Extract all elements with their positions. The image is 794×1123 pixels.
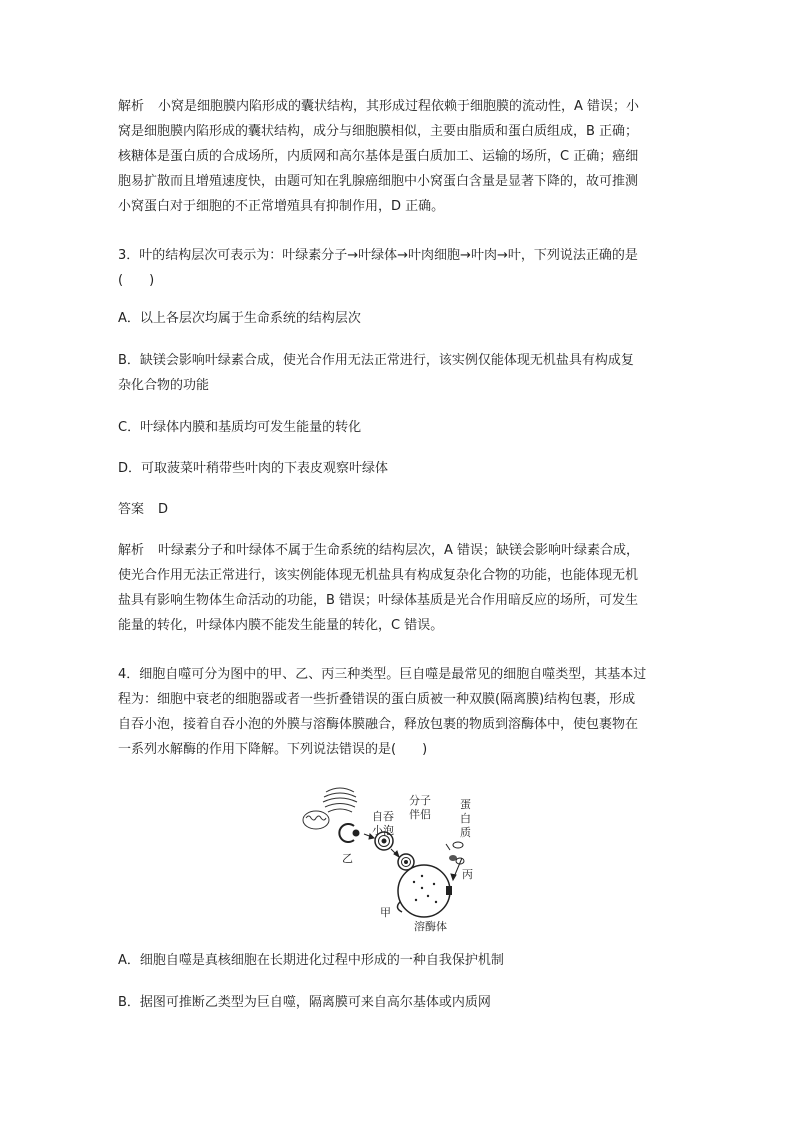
lysosome-icon: [397, 865, 452, 917]
label-protein: 白: [460, 812, 471, 825]
label-chaperone: 分子: [409, 794, 431, 807]
question-3-option-b: B．缺镁会影响叶绿素合成，使光合作用无法正常进行，该实例仅能体现无机盐具有构成复 杂化合物的功能: [118, 353, 634, 393]
label-vesicle: 自吞: [372, 810, 394, 823]
label-protein: 质: [460, 826, 471, 839]
isolation-membrane-icon: [339, 824, 354, 842]
golgi-icon: [323, 788, 357, 812]
analysis-label: 解析: [118, 543, 145, 558]
label-vesicle: 小泡: [372, 824, 394, 837]
chaperone-protein-icon: [449, 842, 464, 864]
label-yi: 乙: [342, 852, 353, 865]
question-3-option-c: C．叶绿体内膜和基质均可发生能量的转化: [118, 420, 362, 435]
answer-value: D: [158, 502, 169, 517]
question-3-option-a: A．以上各层次均属于生命系统的结构层次: [118, 311, 361, 326]
question-4-option-b: B．据图可推断乙类型为巨自噬，隔离膜可来自高尔基体或内质网: [118, 995, 491, 1010]
label-lysosome: 溶酶体: [414, 920, 447, 932]
question-3-stem: 3．叶的结构层次可表示为：叶绿素分子→叶绿体→叶肉细胞→叶肉→叶，下列说法正确的是 ( ): [118, 248, 638, 288]
label-protein: 蛋: [460, 798, 471, 811]
analysis-line: 窝是细胞膜内陷形成的囊状结构，成分与细胞膜相似，主要由脂质和蛋白质组成，B 正确；: [118, 124, 639, 139]
answer-label: 答案: [118, 502, 145, 517]
label-chaperone: 伴侣: [409, 808, 431, 821]
analysis-line: 核糖体是蛋白质的合成场所，内质网和高尔基体是蛋白质加工、运输的场所，C 正确；癌细: [118, 149, 639, 164]
question-3-answer: [118, 497, 678, 522]
mitochondria-icon: [303, 811, 329, 829]
question-4-option-a: A．细胞自噬是真核细胞在长期进化过程中形成的一种自我保护机制: [118, 953, 504, 968]
label-bing: 丙: [462, 868, 473, 881]
autophagy-diagram: [296, 778, 506, 932]
label-jia: 甲: [380, 906, 391, 919]
cargo-icon: [353, 830, 360, 837]
analysis-previous: [118, 94, 678, 219]
analysis-line: 解析 小窝是细胞膜内陷形成的囊状结构，其形成过程依赖于细胞膜的流动性，A 错误；小: [118, 99, 640, 114]
analysis-line: 小窝蛋白对于细胞的不正常增殖具有抑制作用，D 正确。: [118, 199, 445, 214]
analysis-line: 胞易扩散而且增殖速度快，由题可知在乳腺癌细胞中小窝蛋白含量是显著下降的，故可推测: [118, 174, 639, 189]
question-3-analysis: 解析 叶绿素分子和叶绿体不属于生命系统的结构层次，A 错误；缺镁会影响叶绿素合成， 使光合作用无法正常进行，该实例能体现无机盐具有构成复杂化合物的功能，也能体现无机 盐具有影响生物体生命活动的功能，B 错误；叶绿体基质是光合作用暗反应的场所，可发生 能量的转化，叶绿体内膜不能发生能量的转化，C 错误。: [118, 543, 640, 633]
analysis-label: 解析: [118, 99, 145, 114]
question-3-option-d: D．可取菠菜叶稍带些叶肉的下表皮观察叶绿体: [118, 461, 389, 476]
question-4-stem: 4．细胞自噬可分为图中的甲、乙、丙三种类型。巨自噬是最常见的细胞自噬类型，其基本过 程为：细胞中衰老的细胞器或者一些折叠错误的蛋白质被一种双膜(隔离膜)结构包裹，形成 自吞小泡，接着自吞小泡的外膜与溶酶体膜融合，释放包裹的物质到溶酶体中，使包裹物在 一系列水解酶的作用下降解。下列说法错误的是( ): [118, 667, 647, 757]
